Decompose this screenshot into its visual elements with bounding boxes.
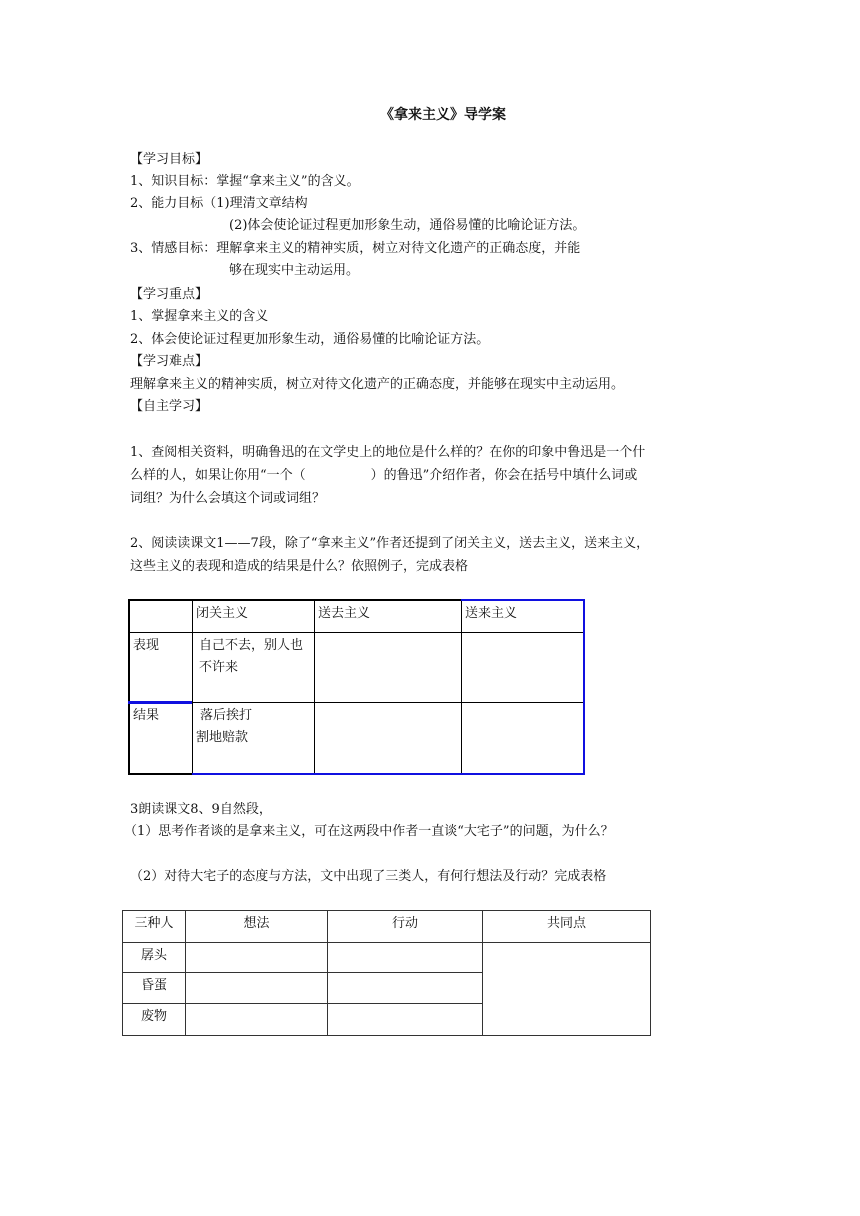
table-cell [314,702,462,775]
table-cell [461,632,585,703]
table-cell [327,942,483,973]
goal-3: 3、情感目标：理解拿来主义的精神实质，树立对待文化遗产的正确态度，并能 [130,241,581,256]
table-header-cell [128,599,193,633]
blue-border-bottom [192,773,585,775]
row-label: 孱头 [122,942,186,973]
table-header-cell: 行动 [327,910,483,943]
table-header-cell: 闭关主义 [192,599,315,633]
example-text: 割地赔款 [196,730,249,745]
question-1-line-1: 1、查阅相关资料，明确鲁迅的在文学史上的地位是什么样的？在你的印象中鲁迅是一个什 [130,445,646,460]
blue-border-top [461,599,585,601]
row-label-performance: 表现 [128,632,193,703]
question-1-line-2: 么样的人，如果让你用“一个（ ）的鲁迅”介绍作者，你会在括号中填什么词或 [130,468,638,483]
table-cell [327,1003,483,1036]
difficulty-heading: 【学习难点】 [130,354,209,369]
table-cell [185,972,328,1004]
key-heading: 【学习重点】 [130,287,209,302]
page-title: 《拿来主义》导学案 [380,107,506,123]
table-cell [185,1003,328,1036]
goals-heading: 【学习目标】 [130,152,209,167]
row-label-result: 结果 [128,702,193,775]
question-3-line-3: （2）对待大宅子的态度与方法，文中出现了三类人，有何行想法及行动？完成表格 [130,869,607,884]
table-header-cell: 三种人 [122,910,186,943]
question-2-line-1: 2、阅读读课文1——7段，除了“拿来主义”作者还提到了闭关主义，送去主义，送来主义， [130,536,650,551]
table-cell [192,632,315,703]
goal-2b: (2)体会使论证过程更加形象生动，通俗易懂的比喻论证方法。 [229,218,586,233]
table-cell [185,942,328,973]
question-2-line-2: 这些主义的表现和造成的结果是什么？依照例子，完成表格 [130,559,469,574]
table-cell [327,972,483,1004]
self-study-heading: 【自主学习】 [130,399,209,414]
difficulty-1: 理解拿来主义的精神实质，树立对待文化遗产的正确态度，并能够在现实中主动运用。 [130,377,625,392]
goal-3b: 够在现实中主动运用。 [229,263,360,278]
table-header-cell: 想法 [185,910,328,943]
question-1-line-3: 词组？为什么会填这个词或词组？ [130,491,326,506]
example-text: 落后挨打 [200,708,253,723]
table-header-cell: 共同点 [482,910,651,943]
blue-border-mid [128,701,192,704]
example-text: 自己不去，别人也不许来 [199,638,304,675]
table-cell [461,702,585,775]
question-3-line-2: （1）思考作者谈的是拿来主义，可在这两段中作者一直谈“大宅子”的问题，为什么？ [124,824,614,839]
row-label: 昏蛋 [122,972,186,1004]
key-1: 1、掌握拿来主义的含义 [130,309,269,324]
table-cell [314,632,462,703]
key-2: 2、体会使论证过程更加形象生动，通俗易懂的比喻论证方法。 [130,332,490,347]
table-header-cell: 送来主义 [461,599,585,633]
goal-1: 1、知识目标：掌握“拿来主义”的含义。 [130,174,360,189]
question-3-line-1: 3朗读课文8、9自然段， [130,802,272,817]
table-header-cell: 送去主义 [314,599,462,633]
common-point-cell [482,942,651,1036]
goal-2: 2、能力目标（1)理清文章结构 [130,196,308,211]
blue-border-right [583,599,585,775]
row-label: 废物 [122,1003,186,1036]
table-cell [192,702,315,775]
